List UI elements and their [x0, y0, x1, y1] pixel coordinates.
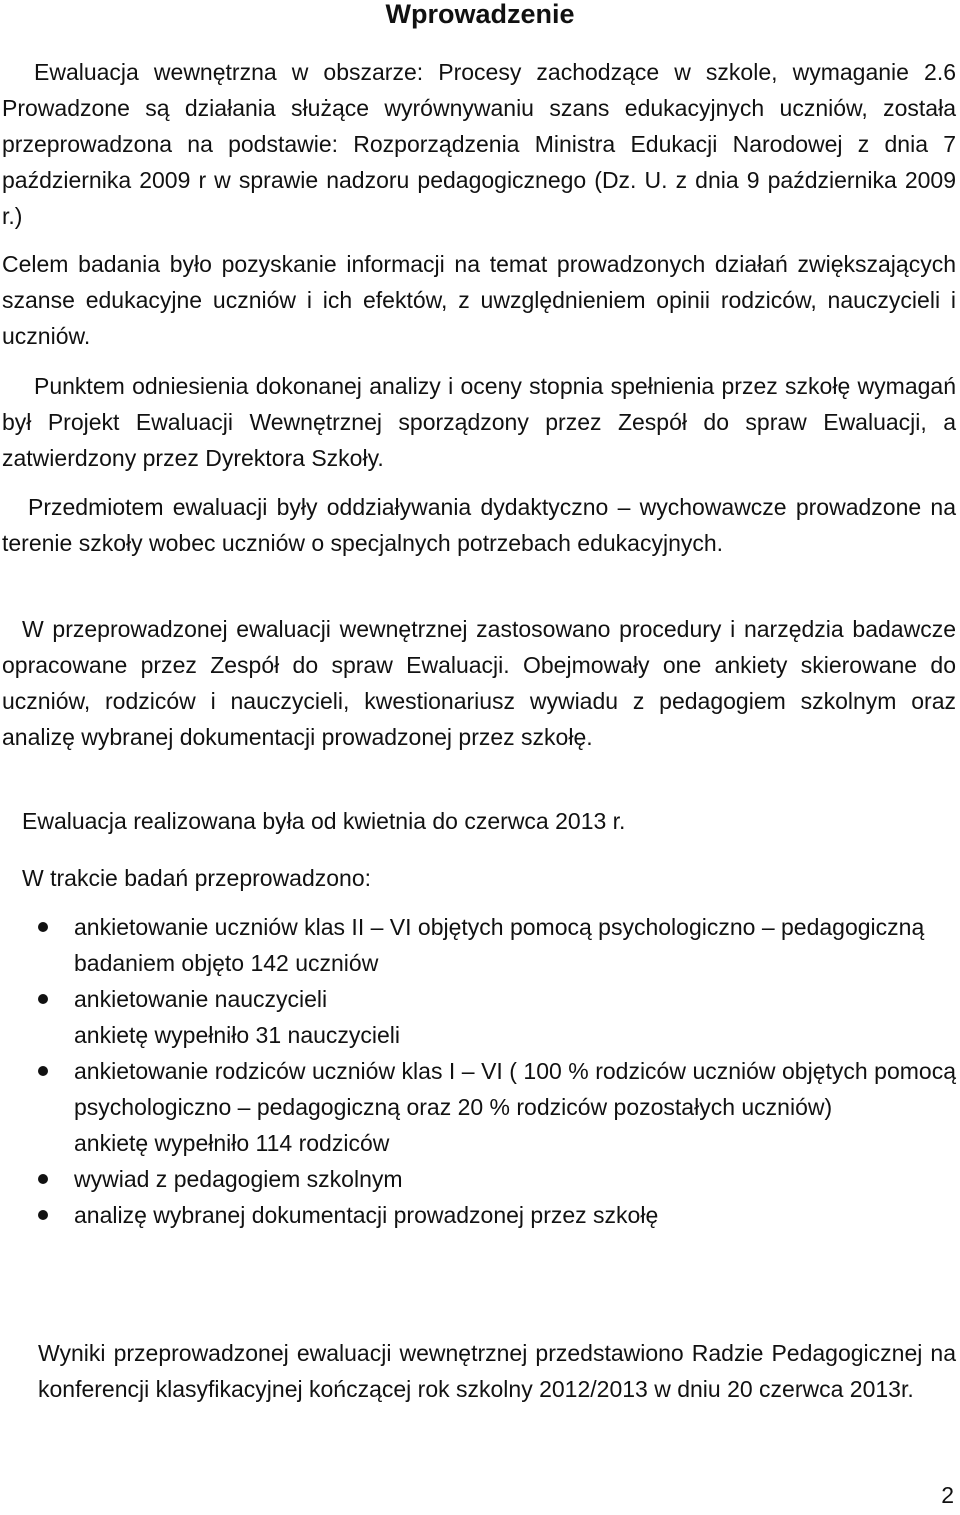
- bullet-icon: [38, 1174, 48, 1184]
- research-goal-paragraph: Celem badania było pozyskanie informacji na temat prowadzonych działań zwiększających szanse edukacyjne uczniów i ich efektów, z uwzględnieniem opinii rodziców, nauczycieli i uczniów.: [2, 251, 956, 349]
- bullet-icon: [38, 922, 48, 932]
- intro-paragraph: Ewaluacja wewnętrzna w obszarze: Procesy zachodzące w szkole, wymaganie 2.6 Prowadzone są działania służące wyrównywaniu szans edukacyjnych uczniów, została przeprowadzona na podstawie: Rozporządzenia Ministra Edukacji Narodowej z dnia 7 października 2009 r w sprawie nadzoru pedagogicznego (Dz. U. z dnia 9 października 2009 r.): [2, 59, 956, 229]
- activity-note: badaniem objęto 142 uczniów: [74, 950, 379, 976]
- evaluation-subject-paragraph: Przedmiotem ewaluacji były oddziaływania dydaktyczno – wychowawcze prowadzone na terenie szkoły wobec uczniów o specjalnych potrzebach edukacyjnych.: [2, 494, 956, 556]
- page-number: 2: [941, 1482, 954, 1508]
- list-item: [38, 1053, 956, 1161]
- list-item: [38, 1197, 956, 1233]
- bullet-icon: [38, 1210, 48, 1220]
- activity-text: analizę wybranej dokumentacji prowadzonej przez szkołę: [74, 1202, 659, 1228]
- list-item: [38, 1161, 956, 1197]
- reference-point-paragraph: Punktem odniesienia dokonanej analizy i oceny stopnia spełnienia przez szkołę wymagań był Projekt Ewaluacji Wewnętrznej sporządzony przez Zespół do spraw Ewaluacji, a zatwierdzony przez Dyrektora Szkoły.: [2, 373, 956, 471]
- activity-text: ankietowanie uczniów klas II – VI objętych pomocą psychologiczno – pedagogiczną: [74, 914, 925, 940]
- results-paragraph: Wyniki przeprowadzonej ewaluacji wewnętrznej przedstawiono Radzie Pedagogicznej na konferencji klasyfikacyjnej kończącej rok szkolny 2012/2013 w dniu 20 czerwca 2013r.: [38, 1340, 956, 1402]
- activity-note: ankietę wypełniło 31 nauczycieli: [74, 1022, 401, 1048]
- bullet-icon: [38, 1066, 48, 1076]
- activity-text: wywiad z pedagogiem szkolnym: [74, 1166, 403, 1192]
- activity-text: ankietowanie rodziców uczniów klas I – VI ( 100 % rodziców uczniów objętych pomocą psychologiczno – pedagogiczną oraz 20 % rodziców pozostałych uczniów): [74, 1058, 956, 1120]
- bullet-icon: [38, 994, 48, 1004]
- activity-note: ankietę wypełniło 114 rodziców: [74, 1130, 390, 1156]
- list-item: [38, 909, 956, 981]
- list-item: [38, 981, 956, 1053]
- page-title: Wprowadzenie: [385, 0, 575, 29]
- activities-intro-paragraph: W trakcie badań przeprowadzono:: [22, 865, 372, 891]
- activities-list: [38, 909, 956, 1233]
- evaluation-period-paragraph: Ewaluacja realizowana była od kwietnia do czerwca 2013 r.: [22, 808, 626, 834]
- methods-paragraph: W przeprowadzonej ewaluacji wewnętrznej zastosowano procedury i narzędzia badawcze opracowane przez Zespół do spraw Ewaluacji. Obejmowały one ankiety skierowane do uczniów, rodziców i nauczycieli, kwestionariusz wywiadu z pedagogiem szkolnym oraz analizę wybranej dokumentacji prowadzonej przez szkołę.: [2, 616, 956, 750]
- activity-text: ankietowanie nauczycieli: [74, 986, 328, 1012]
